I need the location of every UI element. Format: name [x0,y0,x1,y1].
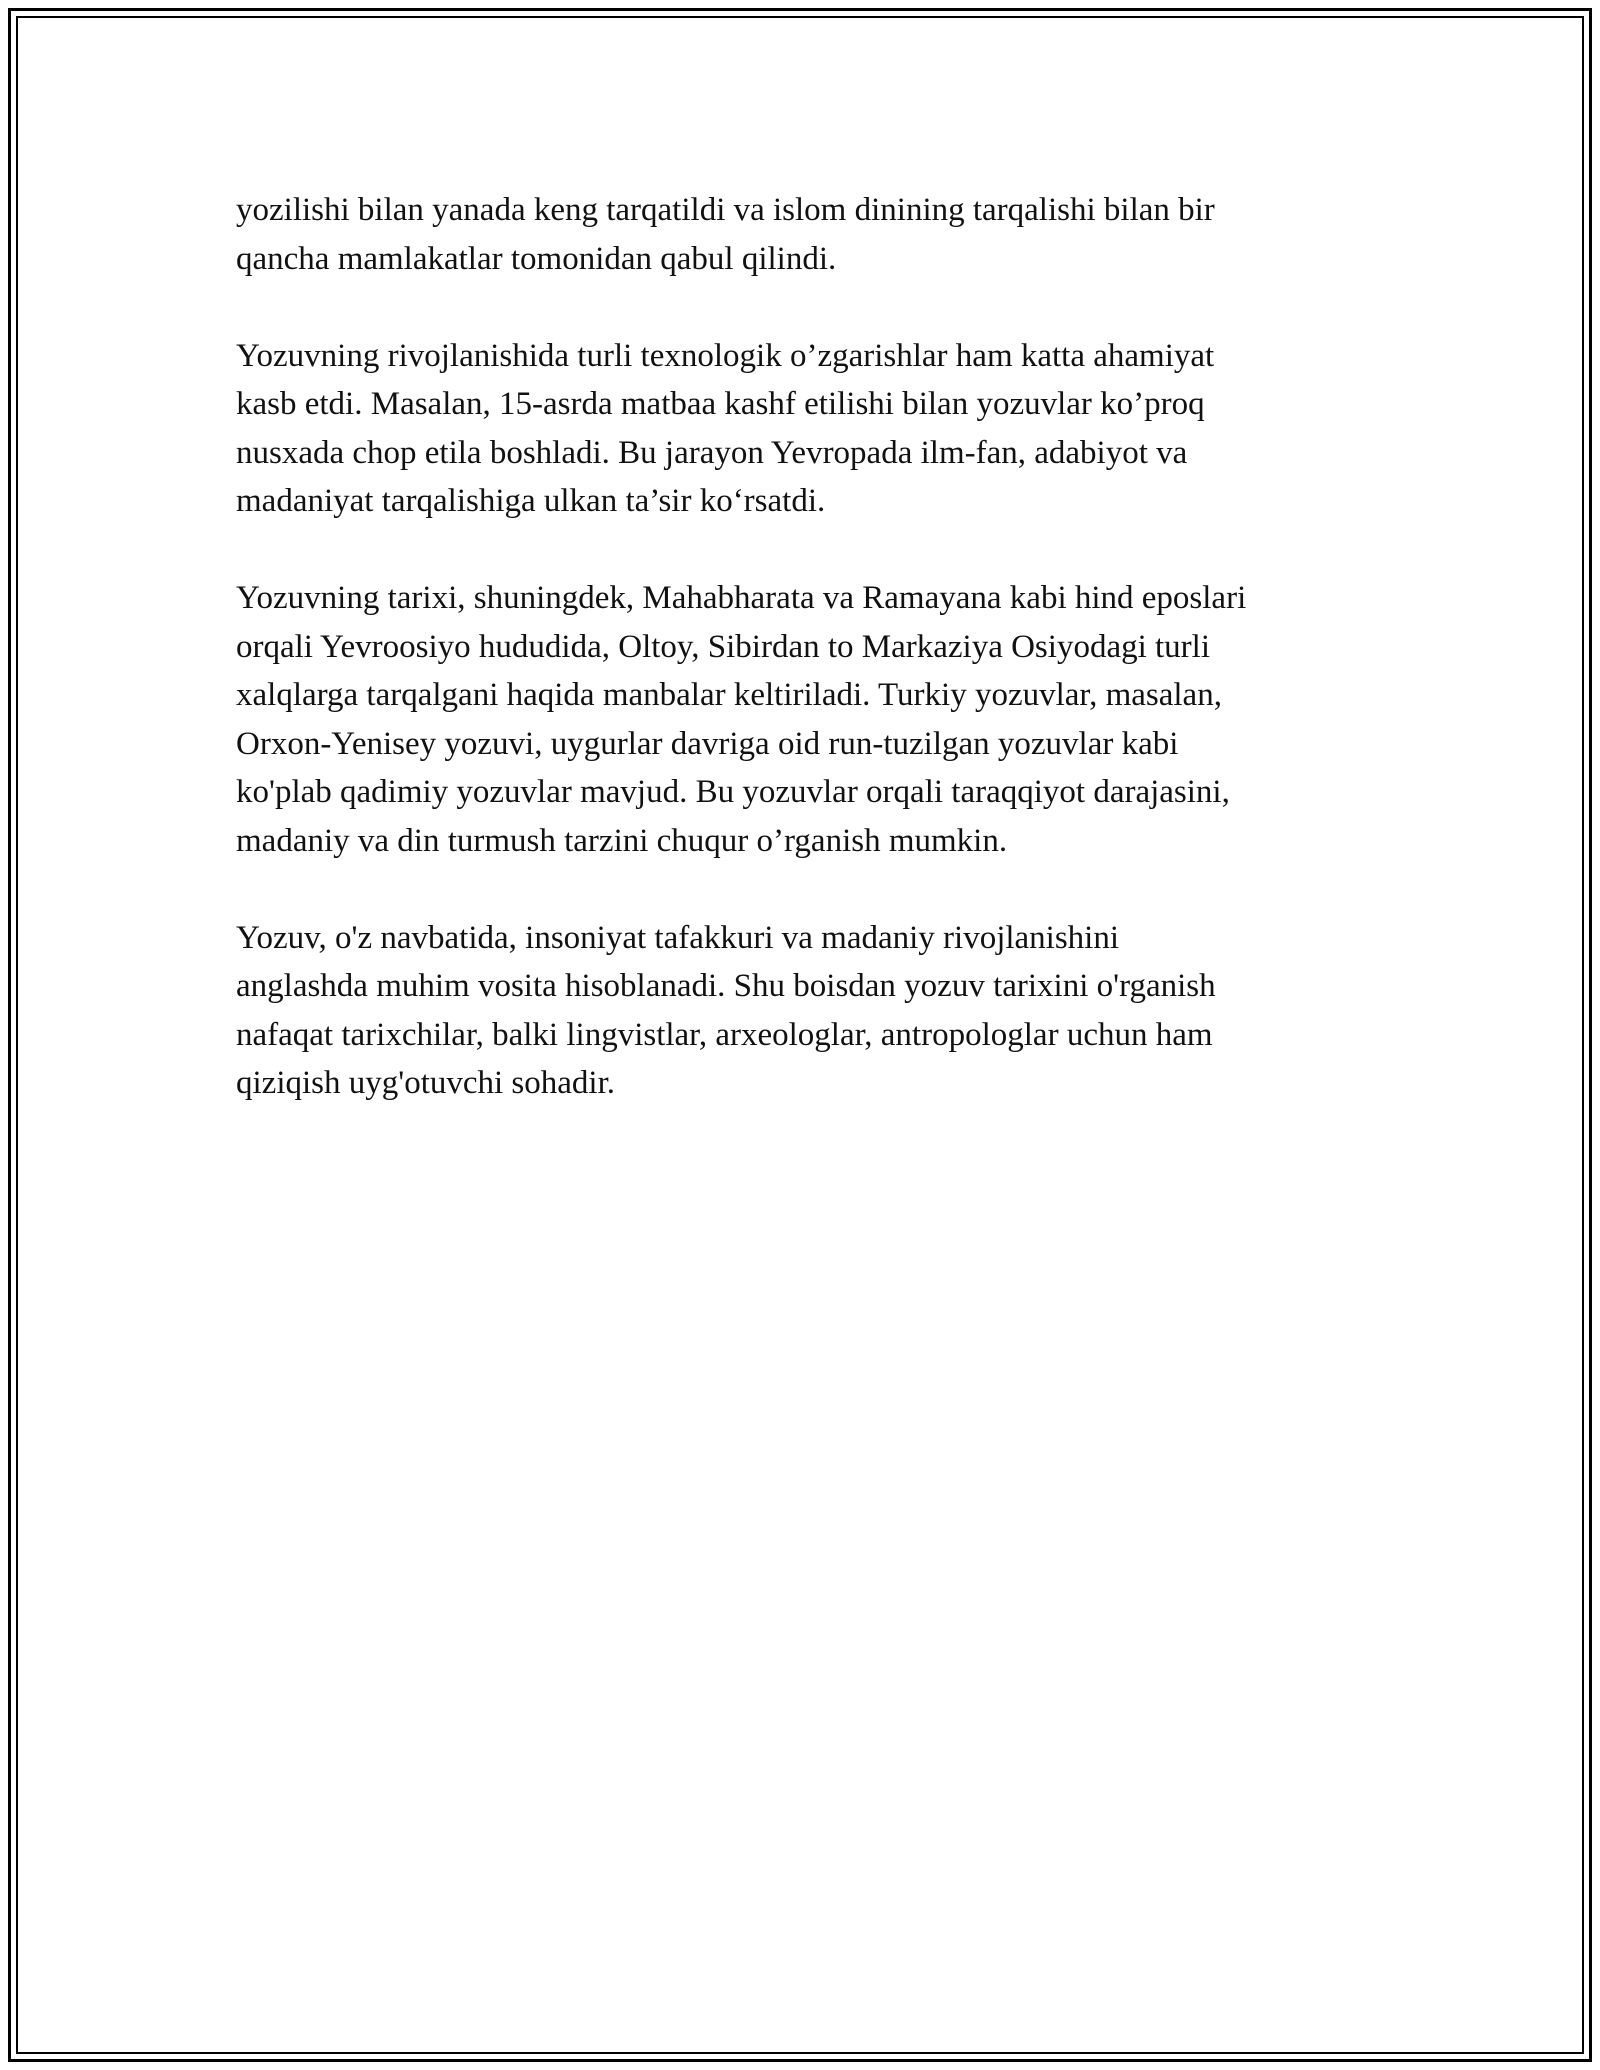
paragraph-4 [236,914,1416,1108]
text-line: Yozuv, o'z navbatida, insoniyat tafakkuri va madaniy rivojlanishini [236,919,1120,956]
text-line: xalqlarga tarqalgani haqida manbalar keltiriladi. Turkiy yozuvlar, masalan, [236,677,1222,713]
text-line: Orxon-Yenisey yozuvi, uygurlar davriga oid run-tuzilgan yozuvlar kabi [236,725,1179,762]
text-line: kasb etdi. Masalan, 15-asrda matbaa kashf etilishi bilan yozuvlar ko’proq [236,386,1205,422]
text-line: ko'plab qadimiy yozuvlar mavjud. Bu yozuvlar orqali taraqqiyot darajasini, [236,774,1230,810]
text-line: Yozuvning rivojlanishida turli texnologik o’zgarishlar ham katta ahamiyat [236,337,1215,374]
text-line: madaniy va din turmush tarzini chuqur o’rganish mumkin. [236,822,1008,859]
document-body [236,186,1416,1156]
text-line: orqali Yevroosiyo hududida, Oltoy, Sibirdan to Markaziya Osiyodagi turli [236,628,1210,665]
text-line: nafaqat tarixchilar, balki lingvistlar, arxeologlar, antropologlar uchun ham [236,1016,1213,1053]
paragraph-1 [236,186,1416,283]
text-line: Yozuvning tarixi, shuningdek, Mahabharata va Ramayana kabi hind eposlari [236,580,1247,616]
text-line: qancha mamlakatlar tomonidan qabul qilindi. [236,240,837,277]
text-line: qiziqish uyg'otuvchi sohadir. [236,1065,616,1101]
paragraph-3 [236,574,1416,865]
text-line: nusxada chop etila boshladi. Bu jarayon Yevropada ilm-fan, adabiyot va [236,434,1188,471]
paragraph-2 [236,332,1416,526]
text-line: yozilishi bilan yanada keng tarqatildi va islom dinining tarqalishi bilan bir [236,192,1215,228]
text-line: anglashda muhim vosita hisoblanadi. Shu boisdan yozuv tarixini o'rganish [236,968,1216,1004]
text-line: madaniyat tarqalishiga ulkan ta’sir ko‘rsatdi. [236,483,826,519]
